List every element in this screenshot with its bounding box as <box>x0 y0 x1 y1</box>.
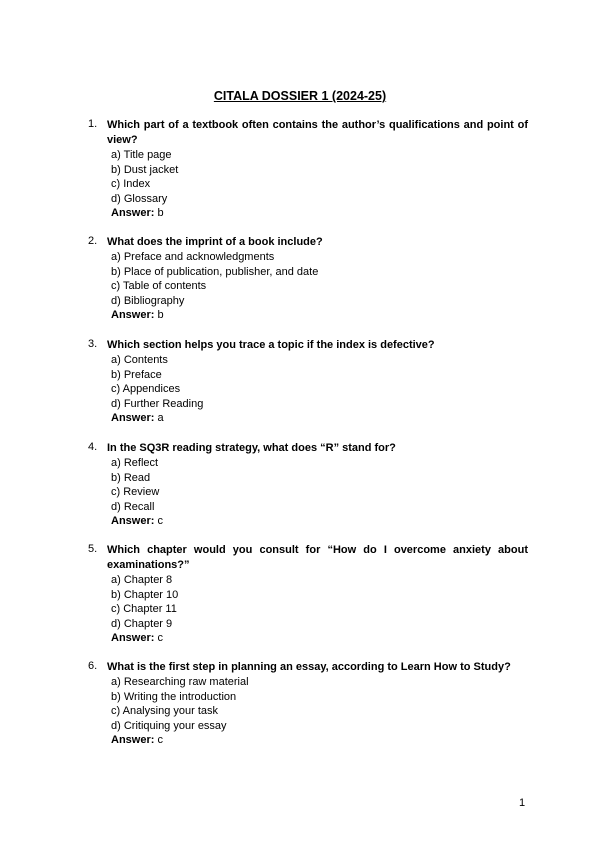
question-number: 3. <box>88 338 98 350</box>
option-c: c) Index <box>111 178 151 191</box>
answer-label: Answer: <box>111 207 155 220</box>
question-header <box>88 441 528 456</box>
option-list <box>111 250 528 323</box>
question-text: What does the imprint of a book include? <box>107 236 323 248</box>
question-text: Which part of a textbook often contains the author’s qualifications and point of view? <box>107 119 528 146</box>
question-number: 1. <box>88 118 98 130</box>
answer-line <box>111 206 528 221</box>
page-title: CITALA DOSSIER 1 (2024-25) <box>213 89 387 103</box>
option-d: d) Critiquing your essay <box>111 719 227 732</box>
question-block <box>88 543 528 646</box>
option-a: a) Reflect <box>111 457 159 469</box>
option-a: a) Title page <box>111 149 172 161</box>
option-list <box>111 353 528 426</box>
option-d: d) Further Reading <box>111 397 204 410</box>
option-c: c) Chapter 11 <box>111 603 177 616</box>
answer-label: Answer: <box>111 515 155 528</box>
answer-value: c <box>157 632 163 645</box>
answer-value: b <box>157 207 164 220</box>
option-d: d) Recall <box>111 500 155 513</box>
question-header <box>88 338 528 353</box>
question-text: In the SQ3R reading strategy, what does “R” stand for? <box>107 442 396 454</box>
option-d: d) Bibliography <box>111 294 185 307</box>
option-b: b) Read <box>111 471 151 484</box>
answer-value: b <box>157 309 164 322</box>
answer-label: Answer: <box>111 309 155 322</box>
answer-line <box>111 733 528 748</box>
answer-label: Answer: <box>111 632 155 645</box>
answer-line <box>111 411 528 426</box>
option-c: c) Review <box>111 486 160 499</box>
answer-line <box>111 308 528 323</box>
option-b: b) Place of publication, publisher, and date <box>111 265 319 278</box>
option-b: b) Preface <box>111 368 162 381</box>
answer-value: a <box>157 412 164 425</box>
option-a: a) Contents <box>111 354 168 366</box>
option-list <box>111 148 528 221</box>
option-b: b) Writing the introduction <box>111 690 237 703</box>
option-b: b) Dust jacket <box>111 163 179 176</box>
option-a: a) Chapter 8 <box>111 574 173 586</box>
answer-line <box>111 631 528 646</box>
question-block <box>88 338 528 426</box>
question-header <box>88 660 528 675</box>
answer-line <box>111 514 528 529</box>
question-block <box>88 118 528 221</box>
question-number: 6. <box>88 660 98 672</box>
answer-value: c <box>157 734 163 747</box>
question-text: Which chapter would you consult for “How do I overcome anxiety about examinations?” <box>107 544 528 571</box>
option-d: d) Chapter 9 <box>111 617 173 630</box>
question-header <box>88 235 528 250</box>
option-a: a) Researching raw material <box>111 676 249 688</box>
question-block <box>88 441 528 529</box>
question-number: 4. <box>88 441 98 453</box>
page-number: 1 <box>519 797 526 809</box>
option-list <box>111 675 528 748</box>
question-block <box>88 660 528 748</box>
option-c: c) Appendices <box>111 383 181 396</box>
option-d: d) Glossary <box>111 192 168 205</box>
answer-value: c <box>157 515 163 528</box>
option-c: c) Table of contents <box>111 280 207 293</box>
option-c: c) Analysing your task <box>111 705 218 718</box>
question-text: What is the first step in planning an essay, according to Learn How to Study? <box>107 661 511 673</box>
answer-label: Answer: <box>111 412 155 425</box>
question-header <box>88 543 528 573</box>
option-list <box>111 573 528 646</box>
question-header <box>88 118 528 148</box>
question-text: Which section helps you trace a topic if the index is defective? <box>107 339 435 351</box>
option-list <box>111 456 528 529</box>
question-block <box>88 235 528 323</box>
option-b: b) Chapter 10 <box>111 588 179 601</box>
option-a: a) Preface and acknowledgments <box>111 251 275 263</box>
question-number: 2. <box>88 235 98 247</box>
answer-label: Answer: <box>111 734 155 747</box>
question-number: 5. <box>88 543 98 555</box>
